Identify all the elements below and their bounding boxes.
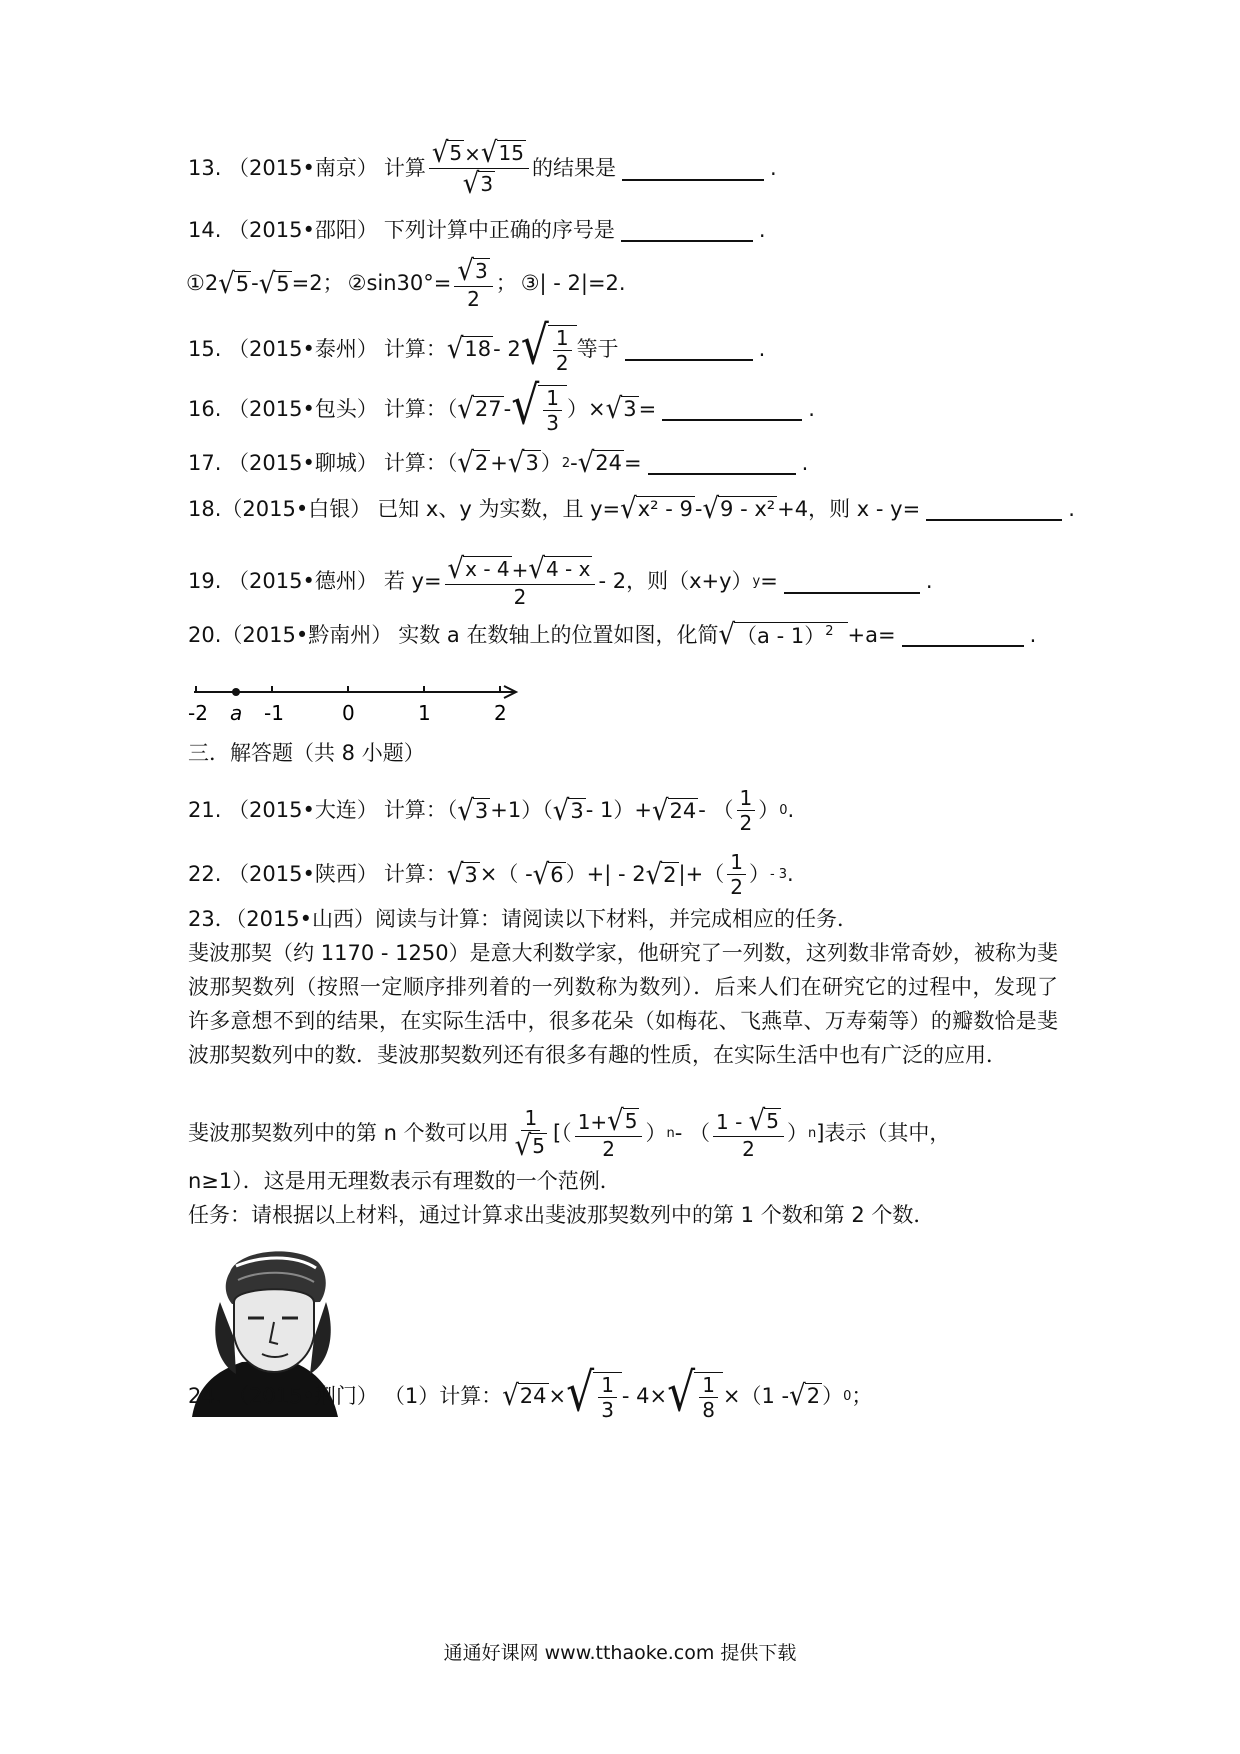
question-number: 18. [188,496,222,521]
tick-label: 0 [342,701,355,725]
question-number: 15. [188,336,222,361]
question-source: （2015•陕西） [228,862,378,886]
question-18: 18. （2015•白银） 已知 x、y 为实数，且 y= √ x² - 9 - √ 9 - x² +4，则 x - y= . [188,492,1075,526]
question-number: 13. [188,156,222,180]
question-15: 15. （2015•泰州） 计算： √ 18 - 2 √ $\frac{1}{2}$ 等于 . [188,315,766,377]
tick-label: 1 [418,701,431,725]
fibonacci-formula: 斐波那契数列中的第 n 个数可以用 1 √ 5 [（ 1+ √ 5 2 ） n - （ 1 - √ 5 2 ） n ]表示（其中， [188,1104,951,1163]
tick-label: 2 [494,701,507,725]
question-22: 22. （2015•陕西） 计算： √ 3 ×（ - √ 6 ）+| - 2 √ 2 |+（ $\frac{1}{2}$ ） - 3 . [188,850,794,899]
question-24: 24. （2015•荆门） （1）计算： √ 24 × √ $\frac{1}{3}$ - 4× √ $\frac{1}{8}$ ×（1 - √ 2 ） 0 ； [188,1362,873,1424]
answer-blank [662,397,802,421]
question-number: 20. [188,622,222,647]
question-source: （2015•白银） [221,496,372,521]
question-17: 17. （2015•聊城） 计算：（ √ 2 + √ 3 ） 2 - √ 24 = . [188,446,809,480]
question-20: 20. （2015•黔南州） 实数 a 在数轴上的位置如图，化简 √ （a - 1）$^2$ +a= . [188,618,1037,652]
question-13: 13. （2015•南京） 计算 √ 5 × √ 15 √ 3 的结果是 . [188,136,777,201]
point-a [232,688,240,696]
question-19: 19. （2015•德州） 若 y= √ x - 4 + √ 4 - x 2 - 2，则（x+y） y = . [188,552,933,609]
question-number: 24. [188,1383,222,1408]
point-label: a [230,701,243,725]
question-14: 14. （2015•邵阳） 下列计算中正确的序号是 . [188,217,766,242]
question-number: 21. [188,798,222,822]
question-source: （2015•南京） [228,156,378,180]
tick-label: -1 [264,701,284,725]
question-23-formula-note: n≥1）．这是用无理数表示有理数的一个范例． [188,1169,621,1193]
question-number: 22. [188,862,222,886]
answer-blank [926,497,1062,521]
question-14-options: ①2 √ 5 - √ 5 =2； ②sin30°= √ 3 2 ； ③| - 2|=2. [186,254,626,311]
answer-blank [625,337,753,361]
question-21: 21. （2015•大连） 计算：（ √ 3 +1）（ √ 3 - 1）+ √ 24 - （ $\frac{1}{2}$ ） 0 . [188,786,795,835]
question-23-task: 任务：请根据以上材料，通过计算求出斐波那契数列中的第 1 个数和第 2 个数． [188,1203,935,1227]
question-source: （2015•聊城） [228,450,378,475]
question-23-material: 斐波那契（约 1170 - 1250）是意大利数学家，他研究了一列数，这列数非常奇妙，被称为斐波那契数列（按照一定顺序排列着的一列数称为数列）．后来人们在研究它的过程中，发现了许多意想不到的结果，在实际生活中，很多花朵（如梅花、飞燕草、万寿菊等）的瓣数恰是斐波那契数列中的数．斐波那契数列还有很多有趣的性质，在实际生活中也有广泛的应用． [188,941,1058,1067]
question-16: 16. （2015•包头） 计算：（ √ 27 - √ $\frac{1}{3}$ ）× √ 3 = . [188,375,815,437]
question-source: （2015•大连） [228,798,378,822]
answer-blank [784,570,920,594]
answer-blank [648,451,796,475]
question-text: 计算 [383,156,426,180]
question-number: 16. [188,396,222,421]
question-text-tail: 的结果是 [531,156,616,180]
fraction: √ 5 × √ 15 √ 3 [429,140,529,197]
question-source: （2015•荆门） [228,1383,378,1408]
answer-blank [621,218,753,242]
answer-blank [902,623,1024,647]
number-line [186,678,526,728]
question-source: （2015•邵阳） [228,217,378,242]
question-number: 14. [188,217,222,242]
question-23-heading: 23．（2015•山西）阅读与计算：请阅读以下材料，并完成相应的任务． [188,907,859,931]
question-source: （2015•德州） [228,569,378,593]
question-source: （2015•黔南州） [221,622,393,647]
question-number: 17. [188,450,222,475]
page-footer: 通通好课网 www.tthaoke.com 提供下载 [443,1642,797,1664]
question-number: 19. [188,569,222,593]
question-source: （2015•泰州） [228,336,378,361]
section-heading: 三．解答题（共 8 小题） [188,741,425,765]
tick-label: -2 [188,701,208,725]
answer-blank [622,157,764,181]
question-text: 下列计算中正确的序号是 [383,217,615,242]
question-source: （2015•包头） [228,396,378,421]
